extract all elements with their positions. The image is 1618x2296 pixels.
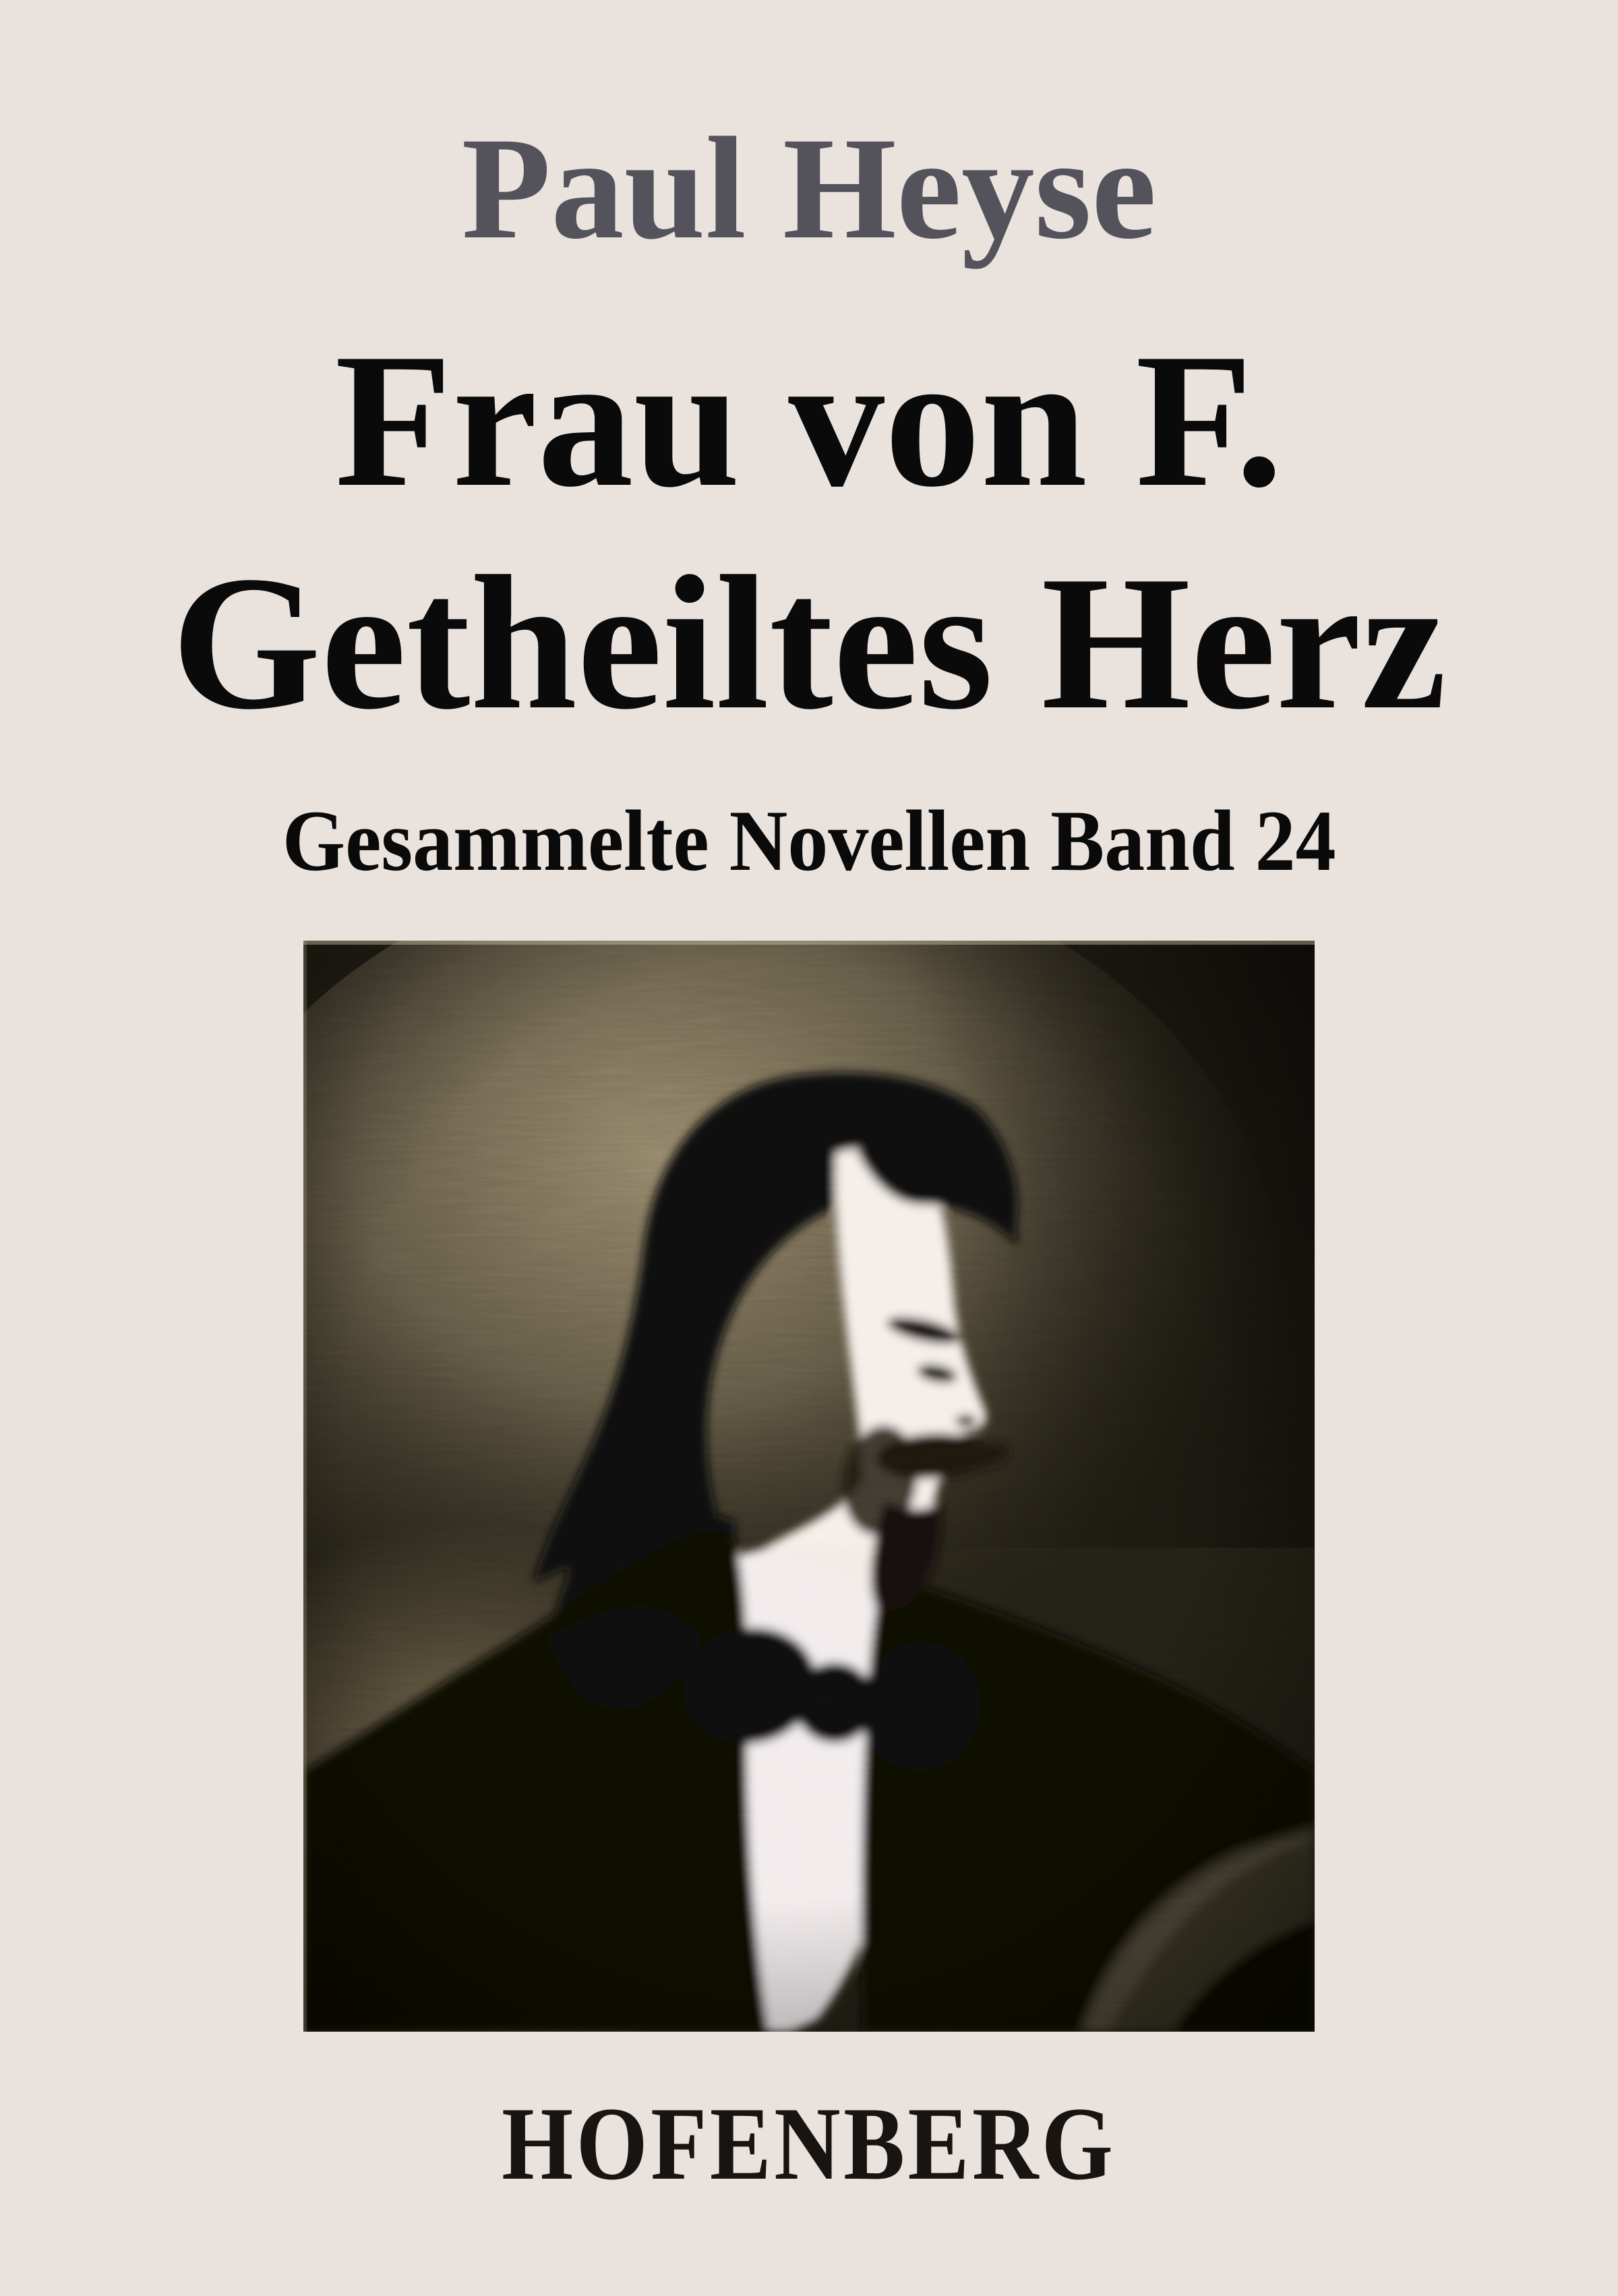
subtitle — [0, 792, 1618, 889]
publisher-text: HOFENBERG — [502, 2086, 1116, 2202]
subtitle-text: Gesammelte Novellen Band 24 — [282, 792, 1336, 889]
publisher-logo — [0, 2086, 1618, 2202]
title-line-1: Frau von F. — [334, 314, 1284, 527]
portrait-photo — [303, 941, 1315, 2032]
portrait-artwork — [303, 941, 1315, 2032]
author-name: Paul Heyse — [461, 107, 1157, 269]
title-line-2: Getheiltes Herz — [171, 536, 1447, 749]
